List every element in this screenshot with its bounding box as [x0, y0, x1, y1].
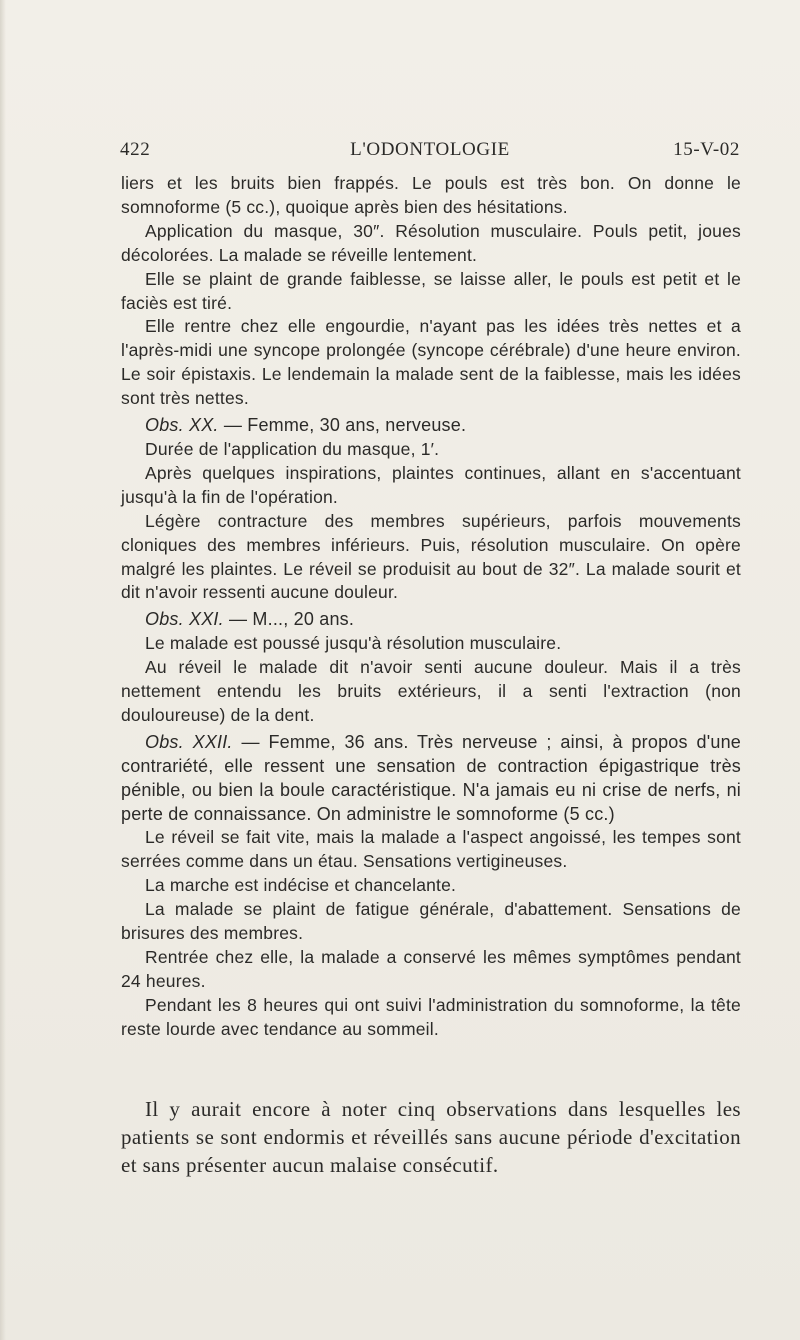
paragraph: Le malade est poussé jusqu'à résolution musculaire.: [145, 633, 562, 654]
observation-label: Obs. XXI.: [145, 609, 224, 630]
closing-paragraph: Il y aurait encore à noter cinq observations dans lesquelles les patients se sont endormis et réveillés sans aucune période d'excitation et sans présenter aucun malaise consécutif.: [121, 1097, 741, 1177]
observation-heading-text: — Femme, 36 ans. Très nerveuse ; ainsi, à propos d'une contrariété, elle ressent une sensation de contraction épigastrique très pénible, ou bien la boule caractéristique. N'a jamais eu ni crise de nerfs, ni perte de connaissance. On administre le somnoforme (5 cc.): [121, 731, 741, 824]
observation-label: Obs. XXII.: [145, 731, 233, 752]
paragraph: Au réveil le malade dit n'avoir senti aucune douleur. Mais il a très nettement entendu les bruits extérieurs, il a senti l'extraction (non douloureuse) de la dent.: [121, 657, 741, 725]
observation-heading-text: — Femme, 30 ans, nerveuse.: [218, 415, 467, 436]
paragraph: Légère contracture des membres supérieurs, parfois mouvements cloniques des membres inférieurs. Puis, résolution musculaire. On opère malgré les plaintes. Le réveil se produisit au bout de 32″. La malade sourit et dit n'avoir ressenti aucune douleur.: [121, 510, 741, 603]
issue-date: 15-V-02: [673, 139, 740, 160]
observation-heading: [121, 608, 741, 632]
paragraph: Application du masque, 30″. Résolution musculaire. Pouls petit, joues décolorées. La malade se réveille lentement.: [121, 220, 741, 265]
page-number: 422: [120, 139, 151, 160]
paragraph: Après quelques inspirations, plaintes continues, allant en s'accentuant jusqu'à la fin de l'opération.: [121, 462, 741, 507]
body-text: [121, 172, 741, 1042]
paragraph: La marche est indécise et chancelante.: [145, 875, 457, 896]
journal-title: L'ODONTOLOGIE: [350, 139, 510, 160]
observation-heading-text: — M..., 20 ans.: [223, 609, 355, 630]
paragraph: Pendant les 8 heures qui ont suivi l'administration du somnoforme, la tête reste lourde avec tendance au sommeil.: [121, 994, 741, 1039]
paragraph: La malade se plaint de fatigue générale, d'abattement. Sensations de brisures des membres.: [121, 899, 741, 944]
observation-label: Obs. XX.: [145, 415, 219, 436]
running-head: [120, 139, 740, 165]
observation-heading: [121, 414, 741, 438]
paragraph: Durée de l'application du masque, 1′.: [145, 438, 440, 459]
observation-heading: [121, 731, 741, 827]
paragraph: Rentrée chez elle, la malade a conservé les mêmes symptômes pendant 24 heures.: [121, 947, 741, 991]
paragraph: Elle rentre chez elle engourdie, n'ayant pas les idées très nettes et a l'après-midi une syncope prolongée (syncope cérébrale) d'une heure environ. Le soir épistaxis. Le lendemain la malade sent de la faiblesse, mais les idées sont très nettes.: [121, 316, 741, 409]
page-edge-shadow: [0, 0, 6, 1340]
paragraph: Elle se plaint de grande faiblesse, se laisse aller, le pouls est petit et le faciès est tiré.: [121, 268, 741, 313]
paragraph: Le réveil se fait vite, mais la malade a l'aspect angoissé, les tempes sont serrées comme dans un étau. Sensations vertigineuses.: [121, 827, 741, 872]
paragraph: liers et les bruits bien frappés. Le pouls est très bon. On donne le somnoforme (5 cc.), quoique après bien des hésitations.: [121, 173, 741, 217]
